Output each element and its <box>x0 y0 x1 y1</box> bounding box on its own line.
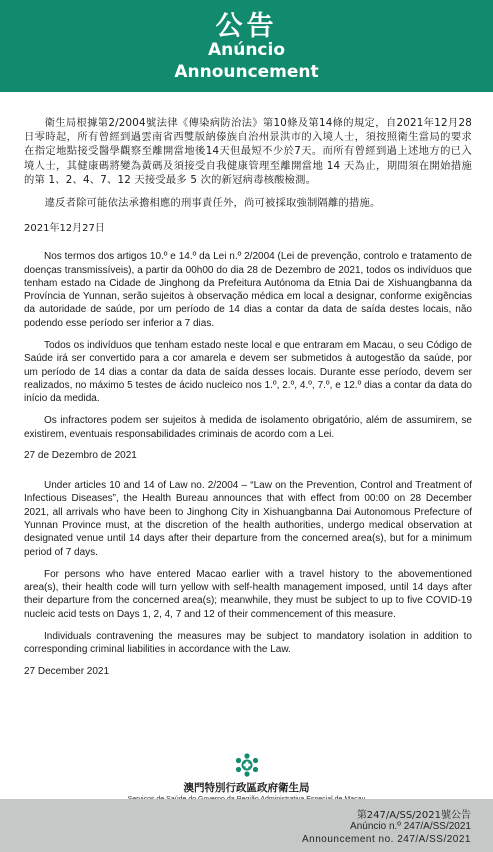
portuguese-paragraph-2: Todos os indivíduos que tenham estado neste local e que entraram em Macau, o seu Código de Saúde irá ser convertido para a cor amarela e devem ser submetidos à autogestão da saúde, por um período de 14 dias a contar da data de saída desses locais. Durante esse período, devem ser realizados, no máximo 5 testes de ácido nucleico nos 1.º, 2.º, 4.º, 7.º, e 12.º dias a contar da data do início da medida. <box>24 340 472 405</box>
title-portuguese: Anúncio <box>207 40 286 60</box>
health-bureau-signature <box>0 752 493 803</box>
portuguese-paragraph-1: Nos termos dos artigos 10.º e 14.º da Lei n.º 2/2004 (Lei de prevenção, controlo e tratamento de doenças transmissíveis), a partir da 00h00 do dia 28 de Dezembro de 2021, todos os indivíduos que tenham estado na Cidade de Jinghong da Prefeitura Autónoma da Etnia Dai de Xishuangbanna da Província de Yunnan, serão sujeitos à observação médica em local a designar, conforme exigências da autoridade de saúde, por um período de 14 dias a contar da data de saída destes locais, não podendo esse período ser inferior a 7 dias. <box>24 251 472 329</box>
english-date: 27 December 2021 <box>24 665 110 677</box>
chinese-paragraph-2: 違反者除可能依法承擔相應的刑事責任外，尚可被採取強制隔離的措施。 <box>44 197 381 210</box>
chinese-date: 2021年12月27日 <box>24 223 105 235</box>
portuguese-paragraph-3: Os infractores podem ser sujeitos à medida de isolamento obrigatório, além de assumirem, se existirem, eventuais responsabilidades criminais de acordo com a Lei. <box>24 415 472 440</box>
chinese-paragraph-1: 衛生局根據第2/2004號法律《傳染病防治法》第10條及第14條的規定，自2021年12月28日零時起，所有曾經到過雲南省西雙版納傣族自治州景洪市的入境人士，須按照衛生當局的要求在指定地點接受醫學觀察至離開當地後14天但最短不少於7天。而所有曾經到過上述地方的已入境人士，其健康碼將變為黃碼及須接受自我健康管理至離開當地 14 天為止，期間須在開始措施的第 1、2、4、7、12 天接受最多 5 次的新冠病毒核酸檢測。 <box>24 117 472 186</box>
organization-name-chinese: 澳門特別行政區政府衛生局 <box>183 782 310 794</box>
title-chinese: 公告 <box>215 11 278 42</box>
reference-number-chinese: 第247/A/SS/2021號公告 <box>356 810 471 821</box>
title-english: Announcement <box>174 62 319 82</box>
english-paragraph-3: Individuals contravening the measures may be subject to mandatory isolation in addition to corresponding criminal liabilities in accordance with the Law. <box>24 631 472 656</box>
announcement-header <box>0 0 493 92</box>
english-paragraph-2: For persons who have entered Macao earlier with a travel history to the abovementioned area(s), their health code will turn yellow with self-health management imposed, until 14 days after their departure from the concerned area(s); meanwhile, they must be subject to up to five COVID-19 nucleic acid tests on Days 1, 2, 4, 7 and 12 of their commencement of this measure. <box>24 568 472 620</box>
english-paragraph-1: Under articles 10 and 14 of Law no. 2/2004 – “Law on the Prevention, Control and Treatment of Infectious Diseases”, the Health Bureau announces that with effect from 00:00 on 28 December 2021, all arrivals who have been to Jinghong City in Xishuangbanna Dai Autonomous Prefecture of Yunnan Province must, at the discretion of the health authorities, undergo medical observation at designated venue until 14 days after their departure from the concerned area(s), but for a minimum period of 7 days. <box>24 480 472 558</box>
portuguese-date: 27 de Dezembro de 2021 <box>24 450 137 462</box>
announcement-body <box>24 116 472 695</box>
reference-number-portuguese: Anúncio n.º 247/A/SS/2021 <box>350 821 471 832</box>
reference-number-english: Announcement no. 247/A/SS/2021 <box>301 834 471 845</box>
health-bureau-logo-icon <box>234 752 260 778</box>
